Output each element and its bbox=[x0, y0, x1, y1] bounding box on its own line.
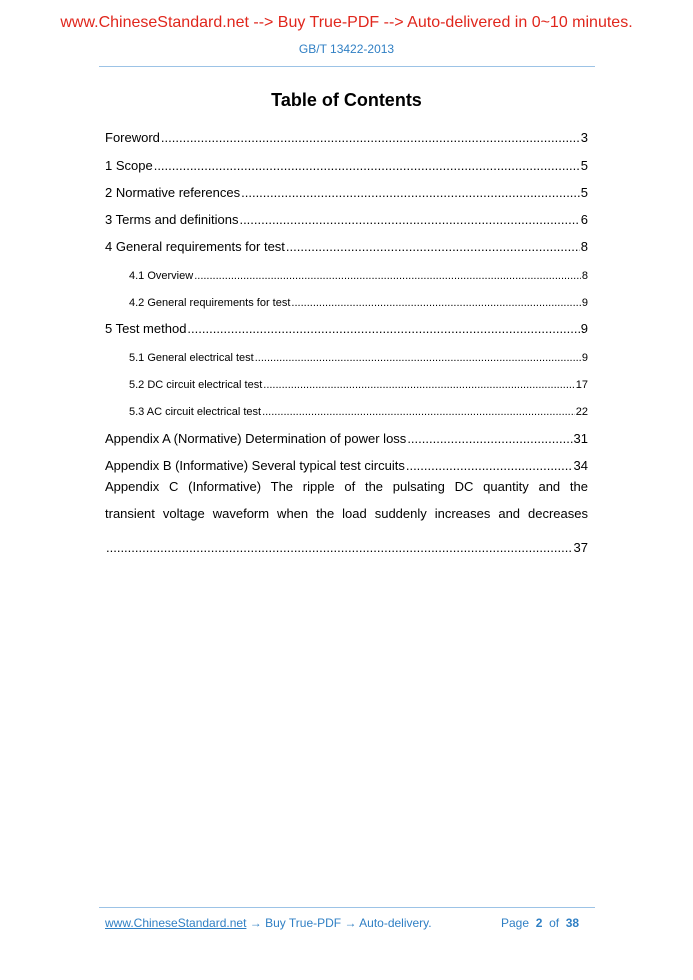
toc-entry-label: Foreword bbox=[105, 130, 160, 146]
dot-leader bbox=[406, 458, 573, 473]
toc-entry-page: 9 bbox=[581, 297, 588, 310]
toc-entry-page: 34 bbox=[573, 457, 588, 473]
toc-entry-label: Appendix A (Normative) Determination of power loss bbox=[105, 430, 407, 446]
toc-entry-label: 3 Terms and definitions bbox=[105, 212, 239, 228]
dot-leader bbox=[239, 212, 579, 227]
toc-entry-ac-circuit-test[interactable] bbox=[105, 391, 588, 418]
dot-leader bbox=[407, 431, 572, 446]
toc-entry-foreword[interactable] bbox=[105, 118, 588, 145]
page-word: Page bbox=[501, 916, 530, 930]
dot-leader bbox=[263, 379, 574, 391]
toc-entry-page: 8 bbox=[581, 269, 588, 282]
dot-leader bbox=[154, 158, 580, 173]
toc-entry-page: 9 bbox=[581, 351, 588, 364]
dot-leader bbox=[291, 297, 580, 309]
toc-entry-dc-circuit-test[interactable] bbox=[105, 364, 588, 391]
dot-leader bbox=[106, 540, 573, 555]
toc-entry-leader-row bbox=[105, 527, 588, 554]
buy-pdf-text: Buy True-PDF bbox=[265, 916, 342, 930]
document-id: GB/T 13422-2013 bbox=[298, 42, 395, 56]
toc-entry-page: 22 bbox=[575, 406, 588, 419]
toc-entry-terms-definitions[interactable] bbox=[105, 200, 588, 227]
current-page-number: 2 bbox=[535, 916, 543, 930]
toc-title: Table of Contents bbox=[271, 90, 422, 110]
toc-entry-appendix-c[interactable] bbox=[105, 473, 588, 555]
arrow-icon: → bbox=[341, 916, 360, 930]
toc-entry-scope[interactable] bbox=[105, 145, 588, 172]
toc-entry-label: 5.3 AC circuit electrical test bbox=[129, 406, 262, 419]
toc-entry-general-requirements-for-test[interactable] bbox=[105, 282, 588, 309]
toc-entry-page: 6 bbox=[580, 212, 588, 228]
toc-entry-overview[interactable] bbox=[105, 254, 588, 281]
dot-leader bbox=[286, 239, 580, 254]
toc-entry-appendix-b[interactable] bbox=[105, 446, 588, 473]
total-pages: 38 bbox=[565, 916, 580, 930]
toc-entry-page: 37 bbox=[573, 539, 588, 555]
toc-entry-page: 3 bbox=[580, 130, 588, 146]
dot-leader bbox=[262, 406, 575, 418]
toc-entry-page: 17 bbox=[575, 378, 588, 391]
toc-entry-normative-references[interactable] bbox=[105, 173, 588, 200]
toc-entry-label: 5 Test method bbox=[105, 321, 187, 337]
arrow-icon: → bbox=[246, 916, 266, 930]
of-word: of bbox=[549, 916, 560, 930]
toc-entry-page: 5 bbox=[580, 184, 588, 200]
site-link[interactable]: www.ChineseStandard.net bbox=[105, 916, 247, 930]
toc-entry-page: 31 bbox=[573, 430, 588, 446]
header-banner: www.ChineseStandard.net --> Buy True-PDF --> Auto-delivered in 0~10 minutes. bbox=[60, 14, 633, 31]
dot-leader bbox=[161, 130, 580, 145]
header-divider bbox=[99, 66, 595, 67]
toc-entry-label: 2 Normative references bbox=[105, 184, 241, 200]
table-of-contents bbox=[105, 118, 588, 555]
page-indicator bbox=[501, 916, 579, 930]
dot-leader bbox=[255, 352, 581, 364]
toc-entry-page: 5 bbox=[580, 157, 588, 173]
toc-entry-label-line-1: Appendix C (Informative) The ripple of the pulsating DC quantity and the bbox=[105, 478, 588, 494]
toc-entry-general-electrical-test[interactable] bbox=[105, 336, 588, 363]
toc-entry-label: 1 Scope bbox=[105, 157, 153, 173]
toc-entry-test-method[interactable] bbox=[105, 309, 588, 336]
auto-delivery-text: Auto-delivery. bbox=[359, 916, 432, 930]
toc-entry-label: 5.2 DC circuit electrical test bbox=[129, 378, 263, 391]
toc-entry-label-line-2: transient voltage waveform when the load suddenly increases and decreases bbox=[105, 506, 588, 522]
footer-divider bbox=[99, 907, 595, 908]
toc-entry-label: 4.2 General requirements for test bbox=[129, 297, 291, 310]
dot-leader bbox=[187, 321, 579, 336]
toc-entry-label: 4.1 Overview bbox=[129, 269, 194, 282]
toc-entry-general-requirements[interactable] bbox=[105, 227, 588, 254]
footer-promo bbox=[105, 916, 432, 930]
toc-entry-label: Appendix B (Informative) Several typical test circuits bbox=[105, 457, 405, 473]
toc-entry-page: 9 bbox=[580, 321, 588, 337]
dot-leader bbox=[241, 185, 580, 200]
toc-entry-label: 4 General requirements for test bbox=[105, 239, 285, 255]
toc-entry-page: 8 bbox=[580, 239, 588, 255]
toc-entry-appendix-a[interactable] bbox=[105, 418, 588, 445]
dot-leader bbox=[194, 270, 581, 282]
toc-entry-label: 5.1 General electrical test bbox=[129, 351, 254, 364]
